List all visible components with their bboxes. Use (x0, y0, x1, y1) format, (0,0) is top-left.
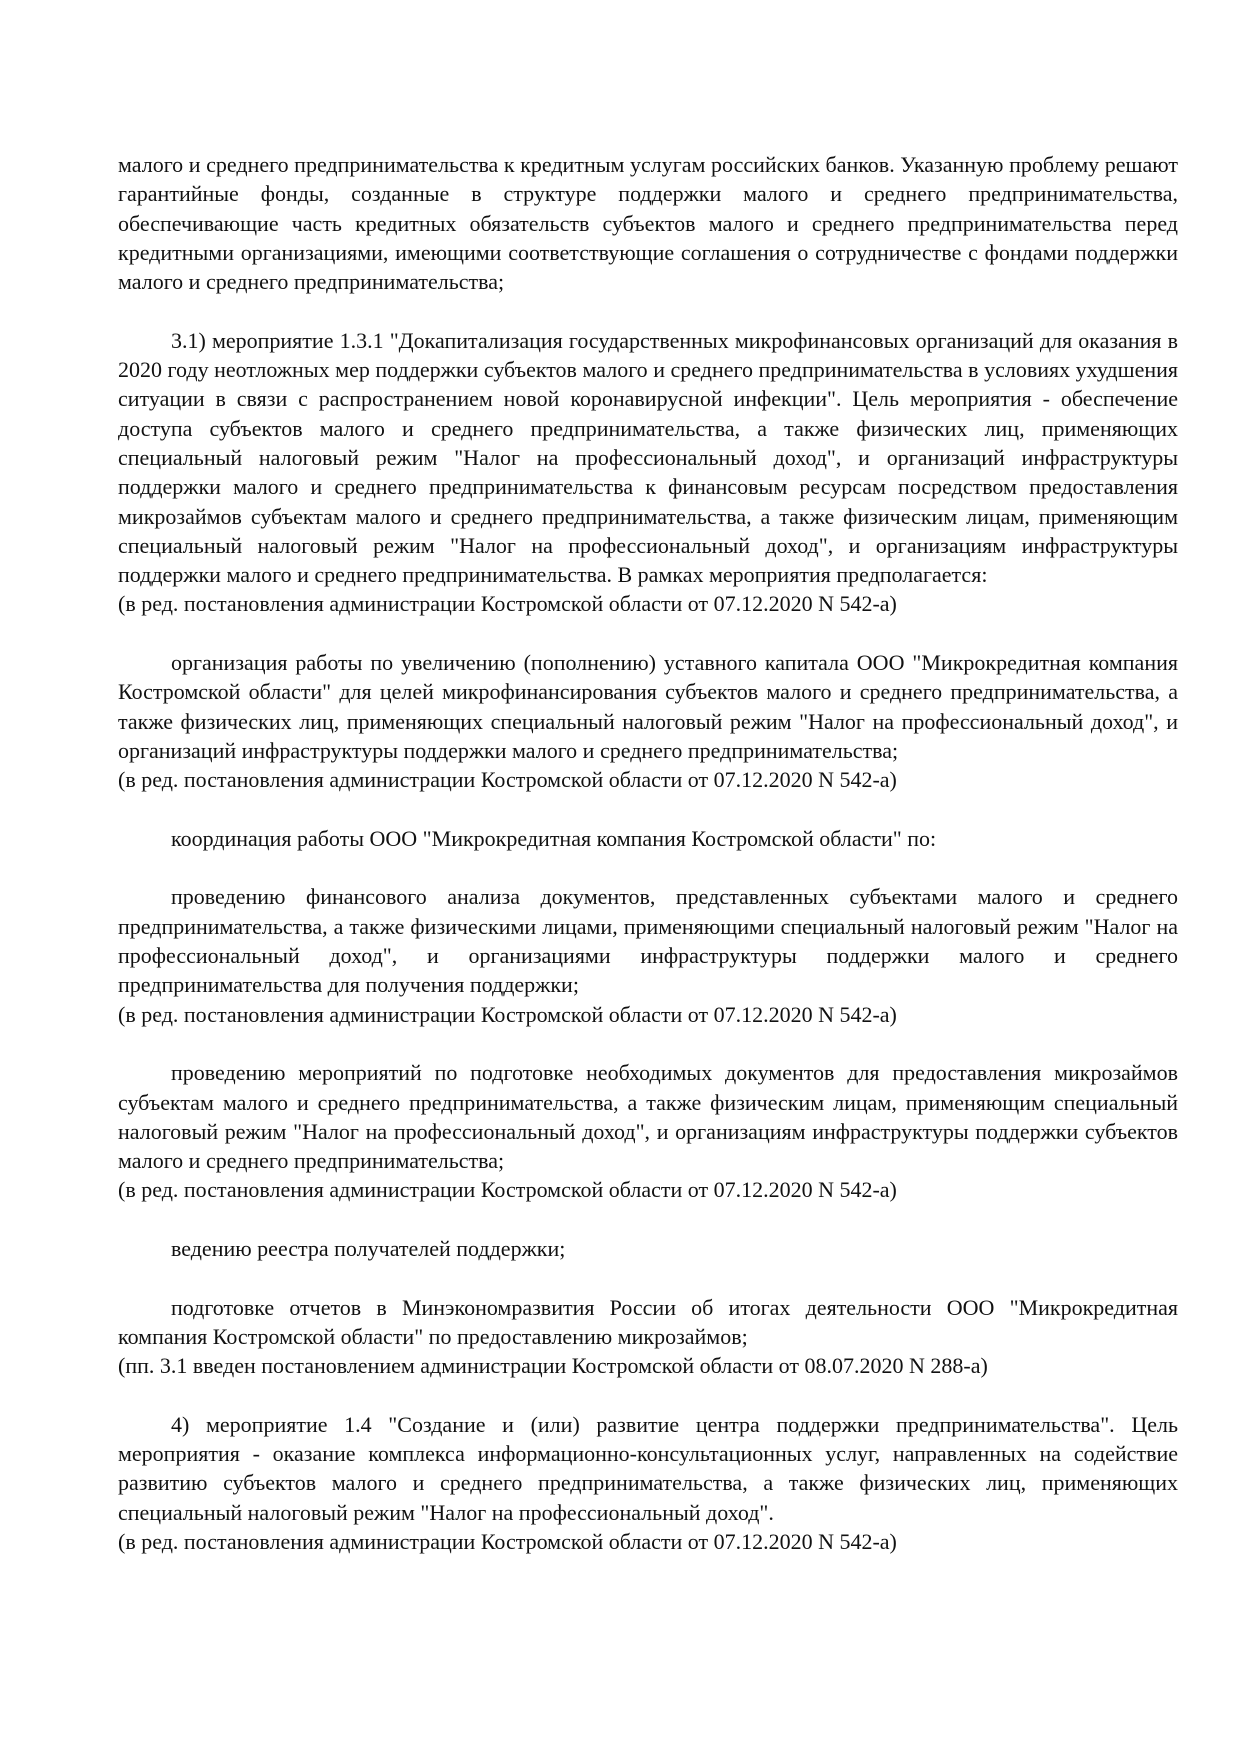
paragraph-text: проведению финансового анализа документов, представленных субъектами малого и среднего предпринимательства, а также физическими лицами, применяющими специальный налоговый режим "Налог на профессиональный доход", и организациями инфраструктуры поддержки малого и среднего предпринимательства для получения поддержки; (118, 884, 1178, 998)
paragraph-text: координация работы ООО "Микрокредитная компания Костромской области" по: (171, 825, 937, 851)
paragraph-registry (118, 1234, 1178, 1263)
paragraph-text: малого и среднего предпринимательства к кредитным услугам российских банков. Указанную проблему решают гарантийные фонды, созданные в структуре поддержки малого и среднего предпринимательства, обеспечивающие часть кредитных обязательств субъектов малого и среднего предпринимательства перед кредитными организациями, имеющими соответствующие соглашения о сотрудничестве с фондами поддержки малого и среднего предпринимательства; (118, 152, 1178, 295)
paragraph-coordination (118, 824, 1178, 853)
amendment-note: (в ред. постановления администрации Костромской области от 07.12.2020 N 542-а) (118, 591, 897, 617)
paragraph-reports (118, 1293, 1178, 1381)
paragraph-text: организация работы по увеличению (пополнению) уставного капитала ООО "Микрокредитная компания Костромской области" для целей микрофинансирования субъектов малого и среднего предпринимательства, а также физических лиц, применяющих специальный налоговый режим "Налог на профессиональный доход", и организаций инфраструктуры поддержки малого и среднего предпринимательства; (118, 650, 1178, 763)
amendment-note: (в ред. постановления администрации Костромской области от 07.12.2020 N 542-а) (118, 1528, 897, 1554)
paragraph-text: ведению реестра получателей поддержки; (171, 1235, 566, 1261)
paragraph-financial-analysis (118, 882, 1178, 1028)
amendment-note: (в ред. постановления администрации Костромской области от 07.12.2020 N 542-а) (118, 767, 897, 793)
paragraph-text: подготовке отчетов в Минэкономразвития России об итогах деятельности ООО "Микрокредитная компания Костромской области" по предоставлению микрозаймов; (118, 1294, 1178, 1349)
paragraph-text: 4) мероприятие 1.4 "Создание и (или) развитие центра поддержки предпринимательства". Цель мероприятия - оказание комплекса информационно-консультационных услуг, направленных на содействие развитию субъектов малого и среднего предпринимательства, а также физических лиц, применяющих специальный налоговый режим "Налог на профессиональный доход". (118, 1411, 1178, 1525)
paragraph-capital-increase (118, 648, 1178, 794)
paragraph-text: 3.1) мероприятие 1.3.1 "Докапитализация государственных микрофинансовых организаций для оказания в 2020 году неотложных мер поддержки субъектов малого и среднего предпринимательства в условиях ухудшения ситуации в связи с распространением новой коронавирусной инфекции". Цель мероприятия - обеспечение доступа субъектов малого и среднего предпринимательства, а также физических лиц, применяющих специальный налоговый режим "Налог на профессиональный доход", и организаций инфраструктуры поддержки малого и среднего предпринимательства к финансовым ресурсам посредством предоставления микрозаймов субъектам малого и среднего предпринимательства, а также физическим лицам, применяющим специальный налоговый режим "Налог на профессиональный доход", и организациям инфраструктуры поддержки малого и среднего предпринимательства. В рамках мероприятия предполагается: (118, 327, 1178, 588)
document-page (118, 150, 1178, 1556)
amendment-note: (пп. 3.1 введен постановлением администрации Костромской области от 08.07.2020 N 288-а) (118, 1353, 988, 1379)
amendment-note: (в ред. постановления администрации Костромской области от 07.12.2020 N 542-а) (118, 1177, 897, 1203)
amendment-note: (в ред. постановления администрации Костромской области от 07.12.2020 N 542-а) (118, 1001, 897, 1027)
paragraph-3-1 (118, 326, 1178, 619)
paragraph-text: проведению мероприятий по подготовке необходимых документов для предоставления микрозаймов субъектам малого и среднего предпринимательства, а также физическим лицам, применяющим специальный налоговый режим "Налог на профессиональный доход", и организациям инфраструктуры поддержки субъектов малого и среднего предпринимательства; (118, 1060, 1178, 1174)
paragraph-continuation (118, 150, 1178, 296)
paragraph-document-preparation (118, 1058, 1178, 1204)
paragraph-4 (118, 1410, 1178, 1556)
